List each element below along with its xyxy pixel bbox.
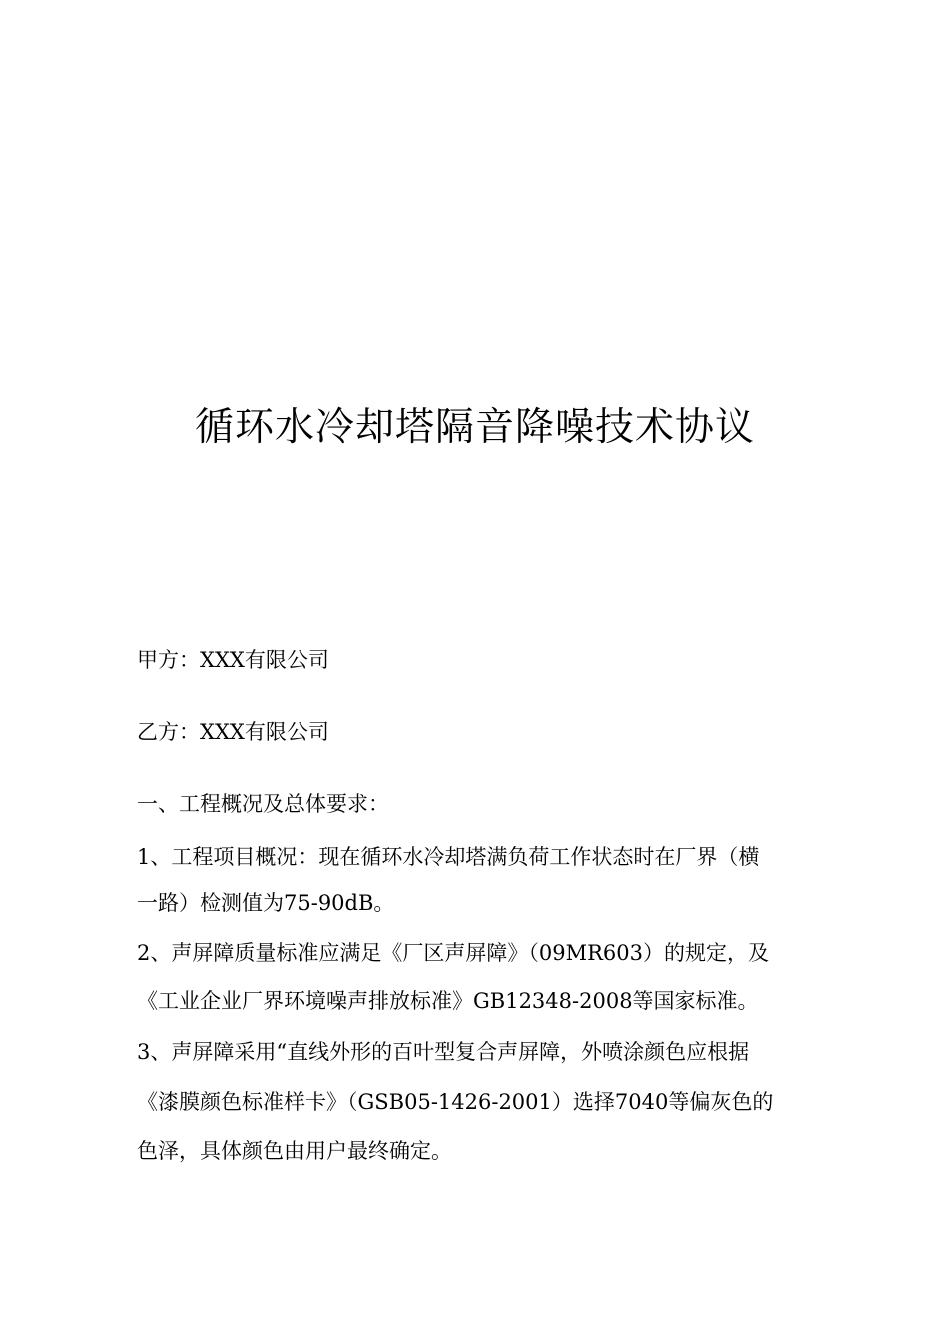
item-2-line-2: 《工业企业厂界环境噪声排放标准》GB12348-2008等国家标准。 [137, 989, 759, 1013]
item-3-line-3: 色泽，具体颜色由用户最终确定。 [137, 1139, 452, 1163]
item-1-line-2: 一路）检测值为75-90dB。 [137, 891, 395, 915]
party-a: 甲方：XXX有限公司 [137, 648, 329, 672]
item-2-line-1: 2、声屏障质量标准应满足《厂区声屏障》（09MR603）的规定，及 [137, 941, 769, 965]
document-title: 循环水冷却塔隔音降噪技术协议 [194, 405, 755, 450]
item-3-line-2: 《漆膜颜色标准样卡》（GSB05-1426-2001）选择7040等偏灰色的 [137, 1090, 774, 1114]
section-heading: 一、工程概况及总体要求： [137, 792, 389, 816]
party-b: 乙方：XXX有限公司 [137, 720, 329, 744]
item-1-line-1: 1、工程项目概况：现在循环水冷却塔满负荷工作状态时在厂界（横 [137, 845, 760, 869]
item-3-line-1: 3、声屏障采用“直线外形的百叶型复合声屏障，外喷涂颜色应根据 [137, 1040, 750, 1064]
